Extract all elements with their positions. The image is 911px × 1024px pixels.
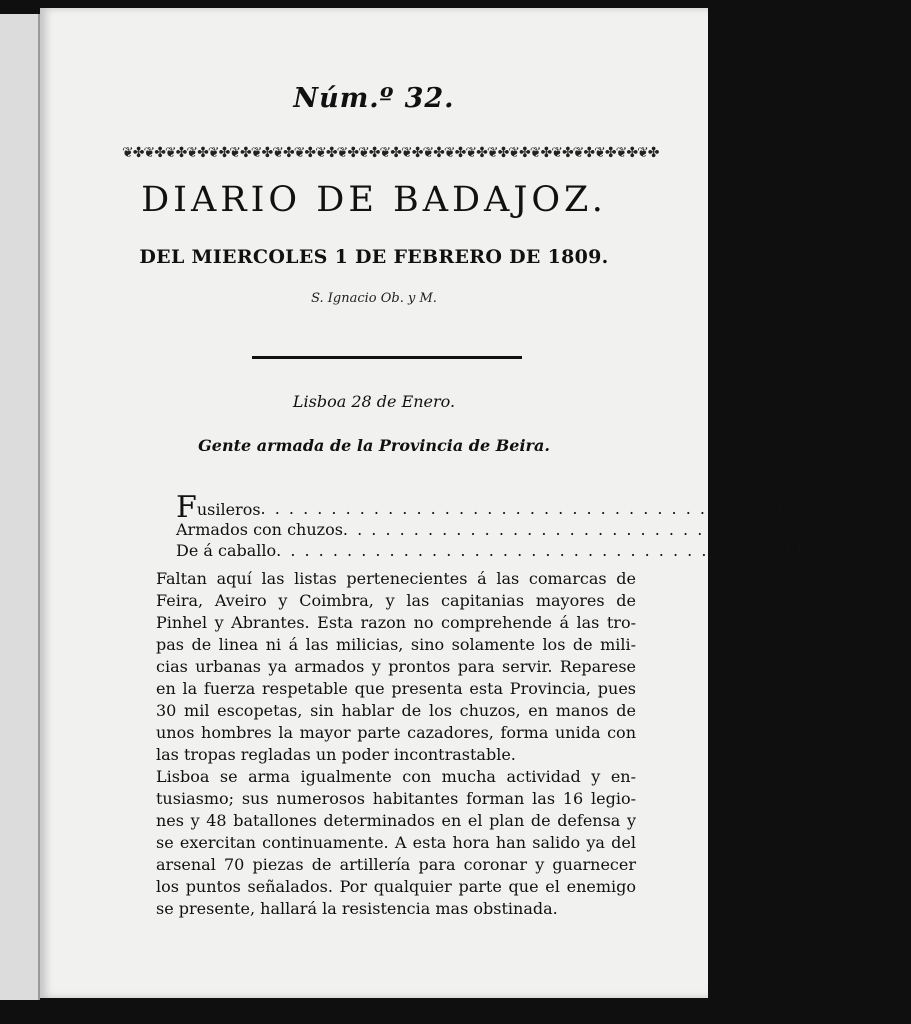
left-page-edge (0, 14, 40, 1000)
row-label: Armados con chuzos (176, 520, 343, 539)
leader-dots: . . . . . . . . . . . . . . . . . . . . . . . . . . . . . . . . . . . . (276, 541, 780, 560)
divider-rule (252, 356, 522, 359)
ornamental-border: ❦✤❦✤❦✤❦✤❦✤❦✤❦✤❦✤❦✤❦✤❦✤❦✤❦✤❦✤❦✤❦✤❦✤❦✤❦✤❦✤❦✤❦✤❦✤❦✤❦✤ (122, 145, 659, 161)
place-date-heading: Lisboa 28 de Enero. (292, 392, 456, 411)
dateline: DEL MIERCOLES 1 DE FEBRERO DE 1809. (139, 246, 609, 268)
article-subheading: Gente armada de la Provincia de Beira. (198, 436, 550, 455)
row-value: 30$975 (767, 499, 829, 518)
troop-table (176, 490, 911, 561)
drop-cap: F (176, 490, 197, 525)
row-value: 118 (783, 541, 814, 560)
table-row (176, 540, 814, 561)
table-row (176, 490, 829, 525)
row-value: 39$602 (850, 520, 911, 539)
row-label: De á caballo (176, 541, 277, 560)
newspaper-page (40, 8, 911, 998)
saint-of-day: S. Ignacio Ob. y M. (311, 291, 437, 306)
issue-number: Núm.º 32. (293, 83, 455, 114)
masthead-title: DIARIO DE BADAJOZ. (141, 180, 607, 220)
leader-dots: . . . . . . . . . . . . . . . . . . . . . . . . . . . . . . . . . . . . (260, 499, 764, 518)
leader-dots: . . . . . . . . . . . . . . . . . . . . . . . . . . . . . . . . . . . . (342, 520, 847, 539)
table-row (176, 519, 911, 540)
paragraph-1: Faltan aquí las listas pertenecientes á las comarcas de Feira, Aveiro y Coimbra, y las capitanias mayores de Pinhel y Abrantes. Esta razon no comprehende á las tro- pas de linea ni á las milicias, sino solamente los de mili- cias urbanas ya armados y prontos para servir. Reparese en la fuerza respetable que presenta esta Provincia, pues 30 mil escopetas, sin hablar de los chuzos, en manos de unos hombres la mayor parte cazadores, forma unida con las tropas regladas un poder incontrastable. (156, 569, 636, 764)
row-label: Fusileros (176, 490, 261, 525)
article-body (138, 568, 636, 920)
paragraph-2: Lisboa se arma igualmente con mucha actividad y en- tusiasmo; sus numerosos habitantes forman las 16 legio- nes y 48 batallones determinados en el plan de defensa y se exercitan continuamente. A esta hora han salido ya del arsenal 70 piezas de artillería para coronar y guarnecer los puntos señalados. Por qualquier parte que el enemigo se presente, hallará la resistencia mas obstinada. (156, 767, 636, 918)
